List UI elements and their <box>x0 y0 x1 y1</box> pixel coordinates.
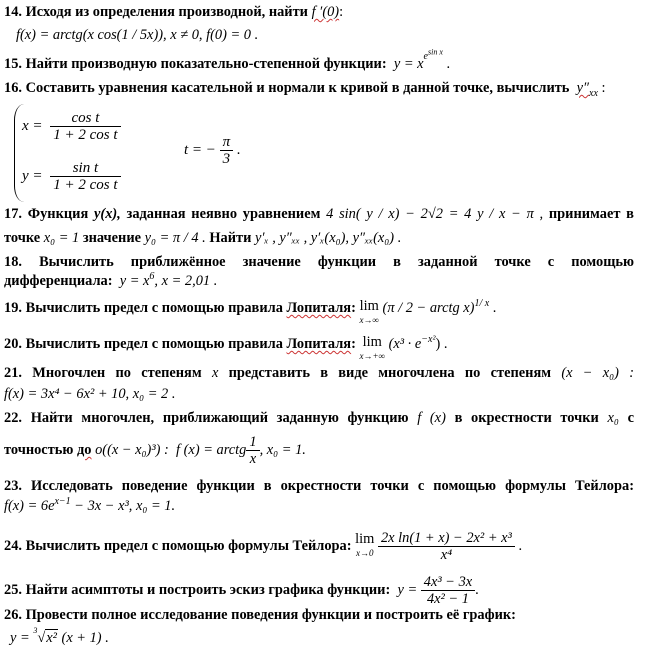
problem-text: Найти производную показательно-степенной функции: <box>25 56 387 73</box>
dot: . <box>236 141 241 158</box>
text-underlined: до <box>76 441 92 458</box>
expression: (π / 2 − arctg x) <box>382 300 475 316</box>
text: дифференциала: <box>4 273 113 289</box>
x-den: 1 + 2 cos t <box>50 126 120 143</box>
radicand: x² <box>46 630 57 646</box>
expression: (x³ · e <box>388 336 422 352</box>
text: Многочлен по степеням <box>32 365 202 381</box>
paren: ) <box>435 336 441 352</box>
problem-number: 22. <box>4 410 22 426</box>
lim-sub: x→+∞ <box>359 351 385 361</box>
problem-20 <box>4 336 447 363</box>
exponent: x−1 <box>54 496 71 508</box>
problem-number: 20. <box>4 336 22 352</box>
colon: : <box>351 300 356 316</box>
problem-19 <box>4 300 496 327</box>
text: Найти асимптоты и построить эскиз графика функции: <box>25 581 391 598</box>
x-lhs: x = <box>22 117 43 134</box>
problem-text: Составить уравнения касательной и нормали к кривой в данной точке, вычислить <box>25 80 570 96</box>
math: o((x − x₀)³) : <box>95 441 169 458</box>
fraction <box>378 530 515 563</box>
text: Вычислить предел с помощью формулы Тейлора: <box>25 537 352 554</box>
problem-14 <box>4 4 343 21</box>
limit <box>360 300 379 327</box>
problem-15 <box>4 48 451 73</box>
text: принимает в <box>548 206 634 222</box>
lim-sub: x→0 <box>356 548 374 558</box>
colon: : <box>601 80 606 96</box>
problem-text: Исходя из определения производной, найти <box>25 4 308 20</box>
den: x <box>246 450 259 467</box>
text: Найти <box>209 230 252 246</box>
t-num: π <box>222 134 231 150</box>
exponent: 6 <box>149 271 155 283</box>
text: точностью <box>4 441 74 458</box>
lim: lim <box>355 531 375 547</box>
dot: . <box>446 56 451 73</box>
math: − 3x − x³, x₀ = 1. <box>74 498 176 514</box>
problem-number: 23. <box>4 478 22 494</box>
math: (x + 1) . <box>61 630 109 646</box>
problem-number: 18. <box>4 254 22 270</box>
problem-number: 25. <box>4 581 22 598</box>
problem-number: 24. <box>4 537 22 554</box>
x-num: cos t <box>71 110 100 126</box>
num: 2x ln(1 + x) − 2x² + x³ <box>380 530 512 546</box>
text: Вычислить предел с помощью правила <box>25 336 283 352</box>
text: Провести полное исследование поведения функции и построить её график: <box>25 607 516 623</box>
math-target-sub: xx <box>589 87 598 99</box>
problem-number: 15. <box>4 56 22 73</box>
system-row-x <box>22 110 121 143</box>
problem-18-line2 <box>4 273 217 290</box>
formula-15: y = x <box>393 56 424 73</box>
lim-sub: x→∞ <box>359 315 379 325</box>
den: x⁴ <box>378 546 515 563</box>
math: y′ₓ , y″ₓₓ , y′ₓ(x₀), y″ₓₓ(x₀) . <box>255 230 402 246</box>
math: x <box>211 365 219 381</box>
y-fraction <box>50 160 120 193</box>
problem-18-line1 <box>4 254 634 271</box>
y-den: 1 + 2 cos t <box>50 176 120 193</box>
problem-21-line1 <box>4 365 634 382</box>
link-lopital[interactable]: Лопиталя <box>286 300 352 316</box>
formula-26: y = $^3$√x² (x + 1) . <box>10 626 109 646</box>
equation: 4 sin( y / x) − 2√2 = 4 y / x − π , <box>326 206 544 222</box>
math-target: f ′(0) <box>311 4 340 20</box>
problem-number: 14. <box>4 4 22 20</box>
system-row-y <box>22 160 121 193</box>
fraction <box>246 434 259 467</box>
text: в окрестности точки <box>454 410 599 426</box>
colon: : <box>339 4 344 20</box>
text: представить в виде многочлена по степеням <box>228 365 552 381</box>
x-fraction <box>50 110 120 143</box>
text: Вычислить приближённое значение функции в заданной точке с помощью <box>39 254 634 270</box>
math-target: y″ <box>576 80 590 96</box>
problem-number: 21. <box>4 365 22 381</box>
y-lhs: y = <box>22 167 43 184</box>
t-value <box>184 134 241 167</box>
problem-25 <box>4 574 479 607</box>
problem-number: 16. <box>4 80 22 96</box>
math: y(x), <box>94 206 121 222</box>
lim: lim <box>362 334 382 350</box>
dot: . <box>443 336 448 352</box>
problem-22-line2 <box>4 434 306 467</box>
text: Вычислить предел с помощью правила <box>25 300 283 316</box>
dot: . <box>518 537 523 554</box>
exponent: −x² <box>421 334 436 346</box>
formula-14: f(x) = arctg(x cos(1 / 5x)), x ≠ 0, f(0) = 0 . <box>16 27 259 43</box>
text: Исследовать поведение функции в окрестности точки с помощью формулы Тейлора: <box>31 478 634 494</box>
fraction <box>421 574 475 607</box>
math: x₀ <box>607 410 619 426</box>
problem-number: 19. <box>4 300 22 316</box>
num: 1 <box>249 434 257 450</box>
problem-16 <box>4 80 606 97</box>
math: y = <box>397 581 418 598</box>
text: Функция <box>27 206 89 222</box>
math: f (x) <box>417 410 446 426</box>
problem-number: 17. <box>4 206 22 222</box>
exponent: e <box>423 51 428 63</box>
math: f (x) = arctg <box>176 441 247 458</box>
text: с <box>627 410 634 426</box>
text: Найти многочлен, приближающий заданную функцию <box>30 410 409 426</box>
dot: . <box>492 300 497 316</box>
math: y = x <box>119 273 150 289</box>
math: , x = 2,01 . <box>154 273 218 289</box>
problem-17-line2 <box>4 230 401 247</box>
exponent: 1/ x <box>474 298 490 310</box>
text: значение <box>82 230 142 246</box>
link-lopital[interactable]: Лопиталя <box>286 336 352 352</box>
text: точке <box>4 230 41 246</box>
exponent-2: sin x <box>427 48 443 57</box>
problem-26 <box>4 607 516 624</box>
math: , x₀ = 1. <box>259 441 306 458</box>
den: 4x² − 1 <box>421 590 475 607</box>
colon: : <box>351 336 356 352</box>
y-num: sin t <box>72 160 99 176</box>
text: заданная неявно уравнением <box>126 206 321 222</box>
problem-24 <box>4 530 522 563</box>
limit <box>355 533 374 560</box>
math: (x − x₀) : <box>561 365 634 381</box>
root-index: 3 <box>33 626 38 636</box>
t-lhs: t = − <box>184 141 216 158</box>
problem-17-line1 <box>4 206 634 223</box>
problem-22-line1 <box>4 410 634 427</box>
problem-23-line2 <box>4 498 175 515</box>
num: 4x³ − 3x <box>423 574 473 590</box>
problem-23-line1 <box>4 478 634 495</box>
math: y = <box>10 630 30 646</box>
t-den: 3 <box>220 150 234 167</box>
math: x₀ = 1 <box>43 230 80 246</box>
t-fraction <box>220 134 234 167</box>
problem-21-line2: f(x) = 3x⁴ − 6x² + 10, x₀ = 2 . <box>4 386 176 402</box>
lim: lim <box>359 298 379 314</box>
problem-number: 26. <box>4 607 22 623</box>
math: f(x) = 6e <box>4 498 55 514</box>
dot: . <box>475 581 479 598</box>
math: y₀ = π / 4 . <box>144 230 206 246</box>
limit <box>360 336 385 363</box>
